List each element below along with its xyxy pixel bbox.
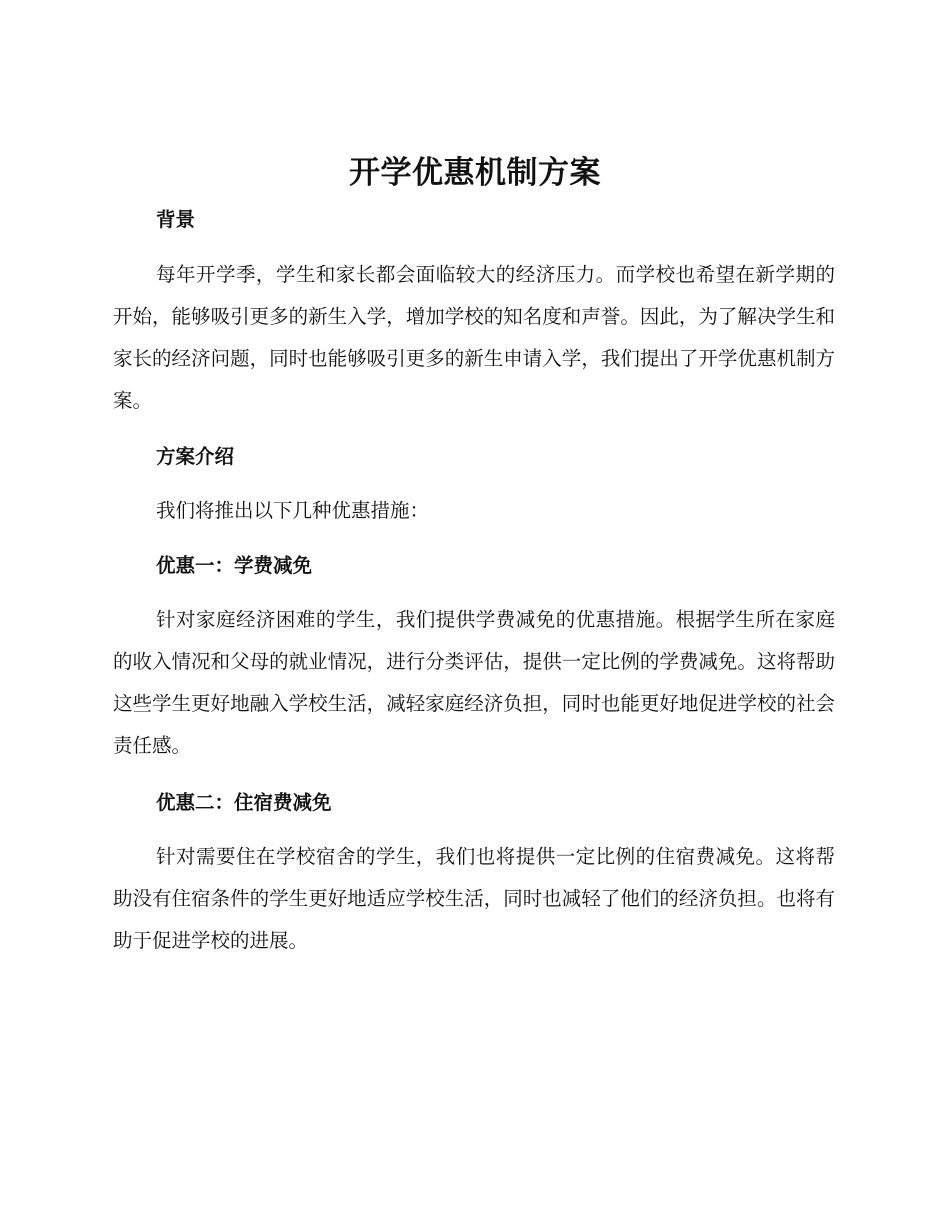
section-heading-discount-one: 优惠一：学费减免 <box>156 554 313 577</box>
section-heading-discount-two: 优惠二：住宿费减免 <box>156 791 332 814</box>
section-paragraph-background: 每年开学季，学生和家长都会面临较大的经济压力。而学校也希望在新学期的开始，能够吸引更多的新生入学，增加学校的知名度和声誉。因此，为了解决学生和家长的经济问题，同时也能够吸引更多的新生申请入学，我们提出了开学优惠机制方案。 <box>113 263 835 412</box>
section-heading-plan-intro: 方案介绍 <box>156 445 235 468</box>
page-title: 开学优惠机制方案 <box>349 155 601 191</box>
section-paragraph-discount-two: 针对需要住在学校宿舍的学生，我们也将提供一定比例的住宿费减免。这将帮助没有住宿条件的学生更好地适应学校生活，同时也减轻了他们的经济负担。也将有助于促进学校的进展。 <box>113 845 835 952</box>
section-paragraph-discount-one: 针对家庭经济困难的学生，我们提供学费减免的优惠措施。根据学生所在家庭的收入情况和父母的就业情况，进行分类评估，提供一定比例的学费减免。这将帮助这些学生更好地融入学校生活，减轻家庭经济负担，同时也能更好地促进学校的社会责任感。 <box>113 608 835 757</box>
section-paragraph-plan-intro: 我们将推出以下几种优惠措施： <box>156 499 430 522</box>
section-heading-background: 背景 <box>156 208 196 231</box>
